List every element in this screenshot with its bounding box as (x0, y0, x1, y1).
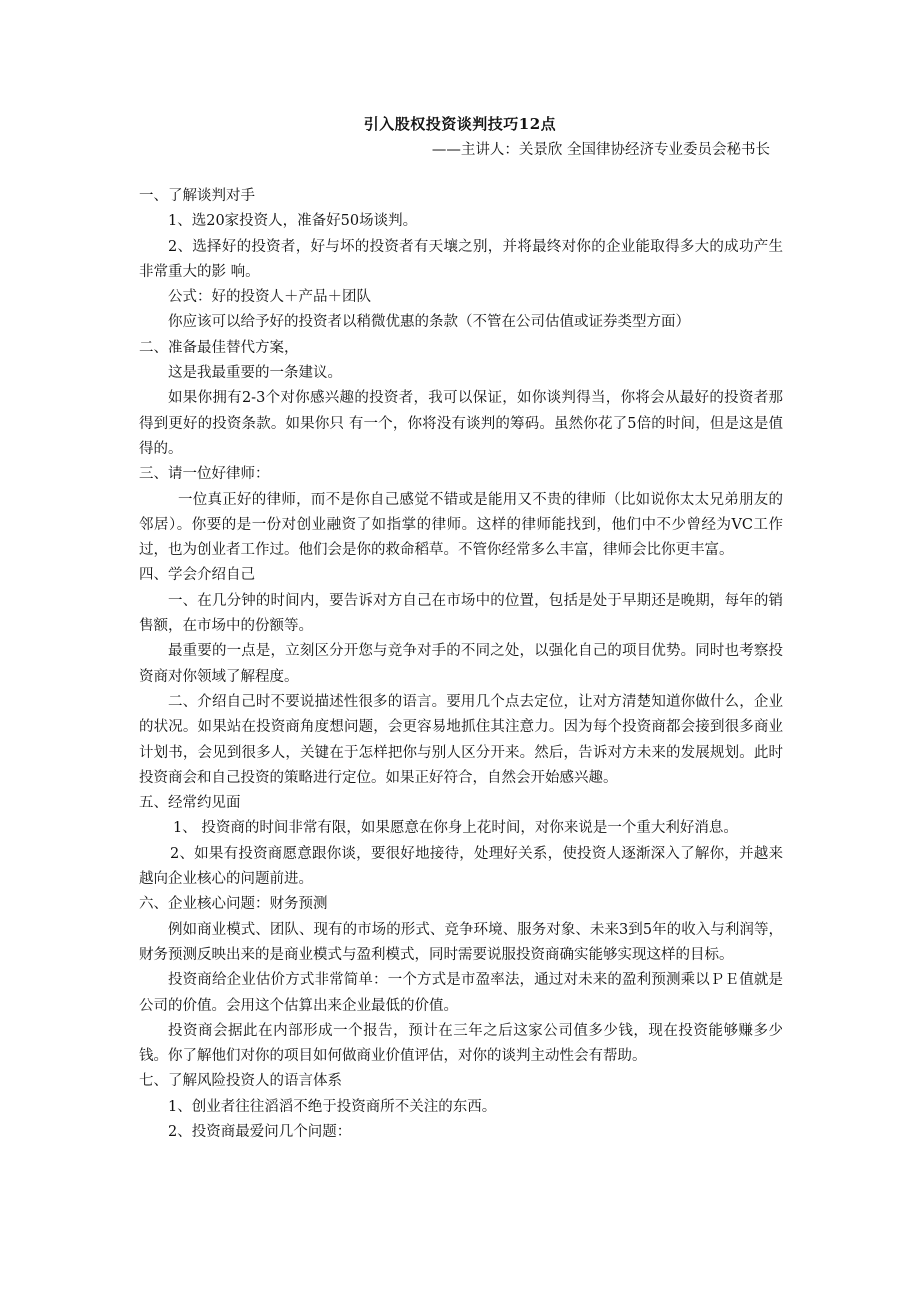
doc-subtitle: ——主讲人：关景欣 全国律协经济专业委员会秘书长 (431, 142, 770, 158)
section-heading-3: 三、请一位好律师： (139, 466, 270, 483)
doc-title: 引入股权投资谈判技巧12点 (363, 115, 557, 133)
section-heading-2: 二、准备最佳替代方案， (139, 339, 299, 356)
paragraph: 1、创业者往往滔滔不绝于投资商所不关注的东西。 (168, 1098, 497, 1115)
paragraph: 2、如果有投资商愿意跟你谈，要很好地接待，处理好关系，使投资人逐渐深入了解你，并越来越向企业核心的问题前进。 (139, 845, 783, 888)
section-heading-7: 七、了解风险投资人的语言体系 (139, 1073, 342, 1090)
section-heading-1: 一、了解谈判对手 (139, 188, 255, 204)
paragraph: 例如商业模式、团队、现有的市场的形式、竞争环境、服务对象、未来3到5年的收入与利润等，财务预测反映出来的是商业模式与盈利模式，同时需要说服投资商确实能够实现这样的目标。 (139, 921, 783, 963)
paragraph: 1、选20家投资人，准备好50场谈判。 (168, 213, 418, 230)
paragraph: 一、在几分钟的时间内，要告诉对方自己在市场中的位置，包括是处于早期还是晚期，每年的销售额，在市场中的份额等。 (139, 592, 783, 635)
paragraph: 1、 投资商的时间非常有限，如果愿意在你身上花时间，对你来说是一个重大利好消息。 (173, 820, 738, 837)
paragraph: 这是我最重要的一条建议。 (168, 365, 342, 382)
paragraph: 最重要的一点是，立刻区分开您与竞争对手的不同之处，以强化自己的项目优势。同时也考察投资商对你领域了解程度。 (139, 643, 783, 685)
paragraph: 一位真正好的律师，而不是你自己感觉不错或是能用又不贵的律师（比如说你太太兄弟朋友的邻居）。你要的是一份对创业融资了如指掌的律师。这样的律师能找到，他们中不少曾经为VC工作过，也为创业者工作过。他们会是你的救命稻草。不管你经常多么丰富，律师会比你更丰富。 (139, 491, 783, 559)
paragraph: 二、介绍自己时不要说描述性很多的语言。要用几个点去定位，让对方清楚知道你做什么，企业的状况。如果站在投资商角度想问题，会更容易地抓住其注意力。因为每个投资商都会接到很多商业计划书，会见到很多人，关键在于怎样把你与别人区分开来。然后，告诉对方未来的发展规划。此时投资商会和自己投资的策略进行定位。如果正好符合，自然会开始感兴趣。 (139, 693, 783, 786)
paragraph: 2、选择好的投资者，好与坏的投资者有天壤之别，并将最终对你的企业能取得多大的成功产生非常重大的影 响。 (139, 238, 783, 280)
doc-body (139, 184, 783, 1145)
section-heading-5: 五、经常约见面 (139, 795, 241, 812)
paragraph: 你应该可以给予好的投资者以稍微优惠的条款（不管在公司估值或证券类型方面） (168, 314, 690, 331)
section-heading-4: 四、学会介绍自己 (139, 567, 255, 584)
paragraph: 投资商会据此在内部形成一个报告，预计在三年之后这家公司值多少钱，现在投资能够赚多少钱。你了解他们对你的项目如何做商业价值评估，对你的谈判主动性会有帮助。 (139, 1022, 783, 1065)
paragraph: 2、投资商最爱问几个问题： (168, 1123, 352, 1140)
section-heading-6: 六、企业核心问题：财务预测 (139, 896, 328, 913)
paragraph: 公式：好的投资人＋产品＋团队 (168, 289, 371, 306)
paragraph: 如果你拥有2-3个对你感兴趣的投资者，我可以保证，如你谈判得当，你将会从最好的投资者那得到更好的投资条款。如果你只 有一个，你将没有谈判的筹码。虽然你花了5倍的时间，但是这是值得的。 (139, 390, 783, 457)
paragraph: 投资商给企业估价方式非常简单：一个方式是市盈率法，通过对未来的盈利预测乘以ＰＥ值就是公司的价值。会用这个估算出来企业最低的价值。 (139, 972, 783, 1014)
